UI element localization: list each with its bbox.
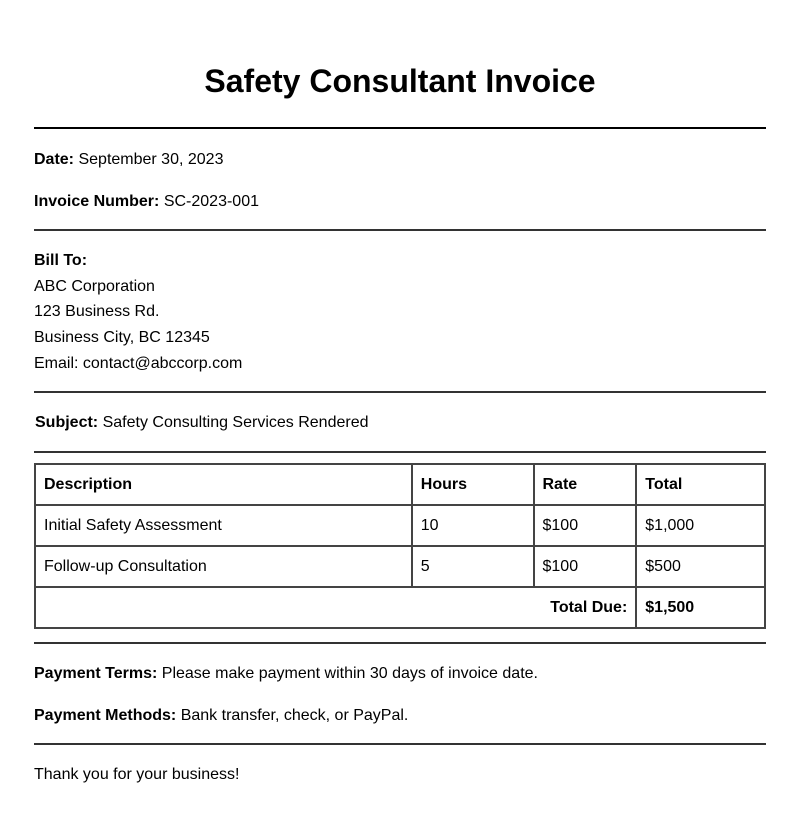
total-due-row bbox=[35, 587, 765, 628]
invoice-subject bbox=[35, 413, 369, 433]
divider bbox=[34, 743, 766, 745]
divider bbox=[34, 229, 766, 231]
invoice-number-value: SC-2023-001 bbox=[163, 193, 259, 210]
invoice-date bbox=[34, 150, 223, 170]
header-rate: Rate bbox=[534, 464, 637, 505]
table-header-row bbox=[35, 464, 765, 505]
cell-total: $500 bbox=[636, 546, 765, 587]
payment-methods bbox=[34, 706, 408, 726]
cell-hours: 5 bbox=[412, 546, 534, 587]
cell-total: $1,000 bbox=[636, 505, 765, 546]
payment-methods-label: Payment Methods: bbox=[34, 707, 177, 724]
invoice-number-label: Invoice Number: bbox=[34, 193, 160, 210]
subject-label: Subject: bbox=[35, 414, 99, 431]
header-hours: Hours bbox=[412, 464, 534, 505]
table-row bbox=[35, 546, 765, 587]
total-due-value: $1,500 bbox=[636, 587, 765, 628]
payment-terms bbox=[34, 664, 538, 684]
divider bbox=[34, 127, 766, 129]
bill-to-email: Email: contact@abccorp.com bbox=[34, 355, 243, 372]
bill-to-street: 123 Business Rd. bbox=[34, 303, 160, 320]
thank-you-note: Thank you for your business! bbox=[34, 766, 240, 783]
invoice-number bbox=[34, 192, 259, 212]
bill-to-city: Business City, BC 12345 bbox=[34, 329, 210, 346]
table-row bbox=[35, 505, 765, 546]
cell-description: Follow-up Consultation bbox=[35, 546, 412, 587]
divider bbox=[34, 391, 766, 393]
header-description: Description bbox=[35, 464, 412, 505]
payment-terms-value: Please make payment within 30 days of invoice date. bbox=[161, 665, 538, 682]
payment-methods-value: Bank transfer, check, or PayPal. bbox=[180, 707, 409, 724]
line-items-table bbox=[34, 463, 766, 629]
total-due-label: Total Due: bbox=[35, 587, 636, 628]
subject-value: Safety Consulting Services Rendered bbox=[102, 414, 369, 431]
bill-to-heading bbox=[34, 251, 87, 271]
bill-to-company: ABC Corporation bbox=[34, 278, 155, 295]
date-value: September 30, 2023 bbox=[78, 151, 224, 168]
divider bbox=[34, 642, 766, 644]
cell-rate: $100 bbox=[534, 505, 637, 546]
invoice-title: Safety Consultant Invoice bbox=[204, 63, 596, 99]
cell-hours: 10 bbox=[412, 505, 534, 546]
cell-description: Initial Safety Assessment bbox=[35, 505, 412, 546]
cell-rate: $100 bbox=[534, 546, 637, 587]
date-label: Date: bbox=[34, 151, 75, 168]
payment-terms-label: Payment Terms: bbox=[34, 665, 158, 682]
header-total: Total bbox=[636, 464, 765, 505]
divider bbox=[34, 451, 766, 453]
bill-to-label: Bill To: bbox=[34, 252, 88, 269]
